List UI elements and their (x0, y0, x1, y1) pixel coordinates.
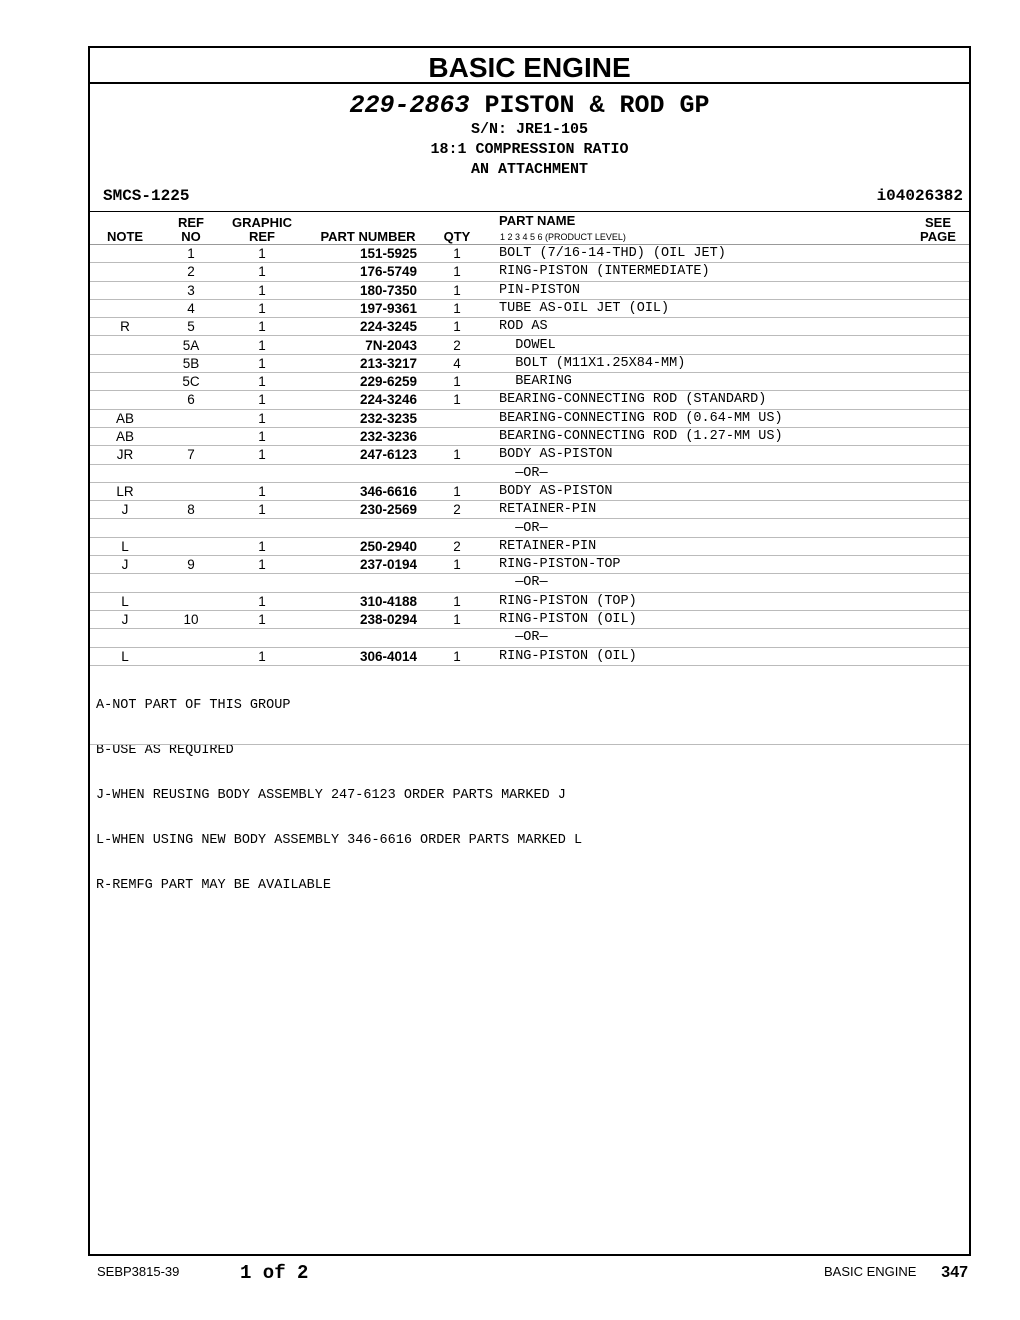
graphic-ref-cell: 1 (258, 538, 266, 554)
ref-no-cell: 5C (182, 374, 200, 390)
graphic-ref-cell: 1 (258, 264, 266, 280)
part-name-cell: BEARING-CONNECTING ROD (STANDARD) (499, 392, 767, 408)
group-title (90, 92, 969, 120)
part-number-cell: 180-7350 (359, 282, 417, 298)
graphic-ref-cell: 1 (258, 557, 266, 573)
note-cell: AB (115, 410, 134, 426)
part-number-cell: 230-2569 (359, 502, 417, 518)
table-row (90, 629, 969, 647)
ref-no-cell: 5B (182, 355, 200, 371)
col-part-number: PART NUMBER (320, 229, 416, 244)
section-title: BASIC ENGINE (90, 48, 969, 84)
qty-cell: 1 (453, 447, 461, 463)
qty-cell: 1 (453, 612, 461, 627)
qty-cell: 1 (453, 483, 461, 499)
part-name-cell: BEARING-CONNECTING ROD (1.27-MM US) (499, 429, 783, 444)
col-part-name: PART NAME (499, 213, 576, 228)
part-number-cell: 224-3246 (359, 392, 417, 408)
ref-no-cell: 5A (182, 337, 200, 353)
footer-section: BASIC ENGINE (824, 1264, 917, 1279)
note-cell: JR (116, 447, 134, 463)
col-ref (160, 216, 222, 244)
table-row (90, 574, 969, 592)
note-cell: LR (116, 483, 134, 499)
note-cell: L (121, 538, 129, 554)
footer-page-number: 347 (941, 1264, 968, 1281)
qty-cell: 2 (453, 538, 461, 554)
ref-no-cell: 4 (187, 300, 195, 316)
part-number-cell: 213-3217 (359, 355, 417, 371)
graphic-ref-cell: 1 (258, 319, 266, 335)
qty-cell: 1 (453, 557, 461, 573)
part-name-cell: RING-PISTON-TOP (499, 557, 621, 573)
table-row (90, 245, 969, 263)
part-name-cell: BOLT (M11X1.25X84-MM) (499, 355, 686, 371)
qty-cell: 1 (453, 593, 461, 609)
part-number-cell: 197-9361 (359, 300, 417, 316)
ref-no-cell: 10 (183, 612, 199, 627)
part-name-cell: —OR— (499, 575, 548, 591)
part-name-cell: BODY AS-PISTON (499, 483, 613, 499)
table-row (90, 337, 969, 355)
parts-list-frame (88, 46, 971, 1256)
note-cell: J (121, 557, 129, 573)
table-row (90, 483, 969, 501)
qty-cell: 1 (453, 374, 461, 390)
part-number-cell: 232-3235 (359, 410, 417, 426)
part-name-cell: PIN-PISTON (499, 282, 581, 298)
part-name-cell: DOWEL (499, 337, 556, 353)
table-row (90, 355, 969, 373)
table-row (90, 428, 969, 446)
note-cell: J (121, 612, 129, 627)
ref-no-cell: 3 (187, 282, 195, 298)
qty-cell: 2 (453, 337, 461, 353)
graphic-ref-cell: 1 (258, 282, 266, 298)
part-number-cell: 229-6259 (359, 374, 417, 390)
table-row (90, 282, 969, 300)
table-row (90, 611, 969, 629)
part-number-cell: 224-3245 (359, 319, 417, 335)
part-name-cell: RING-PISTON (OIL) (499, 612, 637, 627)
illustration-id: i04026382 (876, 187, 963, 205)
note-cell: J (121, 502, 129, 518)
qty-cell: 1 (453, 392, 461, 408)
col-see-page (910, 216, 966, 244)
footer-doc-id: SEBP3815-39 (97, 1264, 180, 1279)
note-line: L-WHEN USING NEW BODY ASSEMBLY 346-6616 ORDER PARTS MARKED L (96, 833, 583, 848)
part-name-cell: RING-PISTON (INTERMEDIATE) (499, 264, 710, 280)
part-number-cell: 7N-2043 (365, 337, 417, 353)
serial-number: S/N: JRE1-105 (470, 121, 589, 138)
note-line: J-WHEN REUSING BODY ASSEMBLY 247-6123 ORDER PARTS MARKED J (96, 788, 566, 803)
part-name-cell: RING-PISTON (TOP) (499, 593, 637, 609)
note-line: A-NOT PART OF THIS GROUP (96, 698, 291, 713)
ref-no-cell: 5 (187, 319, 195, 335)
table-row (90, 446, 969, 464)
col-ref-bottom: NO (181, 229, 201, 244)
table-row (90, 556, 969, 574)
graphic-ref-cell: 1 (258, 447, 266, 463)
graphic-ref-cell: 1 (258, 593, 266, 609)
col-graphic-top: GRAPHIC (232, 215, 292, 230)
table-row (90, 373, 969, 391)
part-name-cell: TUBE AS-OIL JET (OIL) (499, 300, 670, 316)
part-name-cell: BEARING (499, 374, 572, 390)
col-see-bottom: PAGE (920, 229, 956, 244)
part-name-cell: RING-PISTON (OIL) (499, 648, 637, 664)
ref-no-cell: 9 (187, 557, 195, 573)
qty-cell: 1 (453, 319, 461, 335)
header-divider (90, 211, 969, 212)
qty-cell: 1 (453, 264, 461, 280)
table-row (90, 593, 969, 611)
graphic-ref-cell: 1 (258, 648, 266, 664)
part-name-cell: ROD AS (499, 319, 548, 335)
col-ref-top: REF (178, 215, 204, 230)
note-cell: L (121, 648, 129, 664)
group-part-number: 229-2863 (349, 91, 470, 120)
table-row (90, 318, 969, 336)
part-number-cell: 176-5749 (359, 264, 417, 280)
part-number-cell: 247-6123 (359, 447, 417, 463)
part-name-cell: BOLT (7/16-14-THD) (OIL JET) (499, 246, 726, 261)
col-note: NOTE (106, 229, 144, 244)
col-see-top: SEE (924, 215, 951, 230)
ref-no-cell: 7 (187, 447, 195, 463)
part-name-cell: —OR— (499, 520, 548, 536)
part-number-cell: 346-6616 (359, 483, 417, 499)
part-number-cell: 232-3236 (359, 429, 417, 444)
ref-no-cell: 6 (187, 392, 195, 408)
qty-cell: 4 (453, 355, 461, 371)
col-graphic (230, 216, 294, 244)
graphic-ref-cell: 1 (258, 483, 266, 499)
part-name-cell: RETAINER-PIN (499, 502, 597, 518)
table-row (90, 263, 969, 281)
ref-no-cell: 1 (187, 246, 195, 261)
note-line: R-REMFG PART MAY BE AVAILABLE (96, 878, 331, 893)
part-number-cell: 237-0194 (359, 557, 417, 573)
part-number-cell: 250-2940 (359, 538, 417, 554)
ref-no-cell: 8 (187, 502, 195, 518)
graphic-ref-cell: 1 (258, 374, 266, 390)
graphic-ref-cell: 1 (258, 337, 266, 353)
qty-cell: 1 (453, 282, 461, 298)
table-row (90, 520, 969, 538)
graphic-ref-cell: 1 (258, 355, 266, 371)
graphic-ref-cell: 1 (258, 612, 266, 627)
footer-pager: 1 of 2 (240, 1262, 309, 1284)
graphic-ref-cell: 1 (258, 410, 266, 426)
table-row (90, 391, 969, 409)
note-cell: L (121, 593, 129, 609)
attachment-label: AN ATTACHMENT (470, 161, 589, 178)
part-name-cell: —OR— (499, 630, 548, 646)
note-line: B-USE AS REQUIRED (96, 743, 234, 758)
part-name-cell: BODY AS-PISTON (499, 447, 613, 463)
table-row (90, 300, 969, 318)
graphic-ref-cell: 1 (258, 502, 266, 518)
note-cell: R (120, 319, 130, 335)
compression-ratio: 18:1 COMPRESSION RATIO (430, 141, 629, 158)
note-cell: AB (115, 429, 134, 444)
graphic-ref-cell: 1 (258, 246, 266, 261)
part-number-cell: 238-0294 (359, 612, 417, 627)
part-number-cell: 306-4014 (359, 648, 417, 664)
notes (96, 668, 582, 923)
notes-divider (90, 744, 969, 745)
qty-cell: 1 (453, 648, 461, 664)
graphic-ref-cell: 1 (258, 392, 266, 408)
table-row (90, 410, 969, 428)
table-row (90, 465, 969, 483)
part-name-cell: —OR— (499, 465, 548, 481)
qty-cell: 1 (453, 300, 461, 316)
table-row (90, 538, 969, 556)
col-qty: QTY (443, 229, 471, 244)
part-number-cell: 310-4188 (359, 593, 417, 609)
table-row (90, 648, 969, 666)
col-graphic-bottom: REF (249, 229, 275, 244)
product-level: 1 2 3 4 5 6 (PRODUCT LEVEL) (500, 232, 626, 242)
qty-cell: 2 (453, 502, 461, 518)
graphic-ref-cell: 1 (258, 429, 266, 444)
smcs-code: SMCS-1225 (103, 187, 190, 205)
qty-cell: 1 (453, 246, 461, 261)
graphic-ref-cell: 1 (258, 300, 266, 316)
group-name: PISTON & ROD GP (484, 91, 710, 120)
part-name-cell: BEARING-CONNECTING ROD (0.64-MM US) (499, 410, 783, 426)
table-row (90, 501, 969, 519)
part-name-cell: RETAINER-PIN (499, 538, 597, 554)
part-number-cell: 151-5925 (359, 246, 417, 261)
ref-no-cell: 2 (187, 264, 195, 280)
